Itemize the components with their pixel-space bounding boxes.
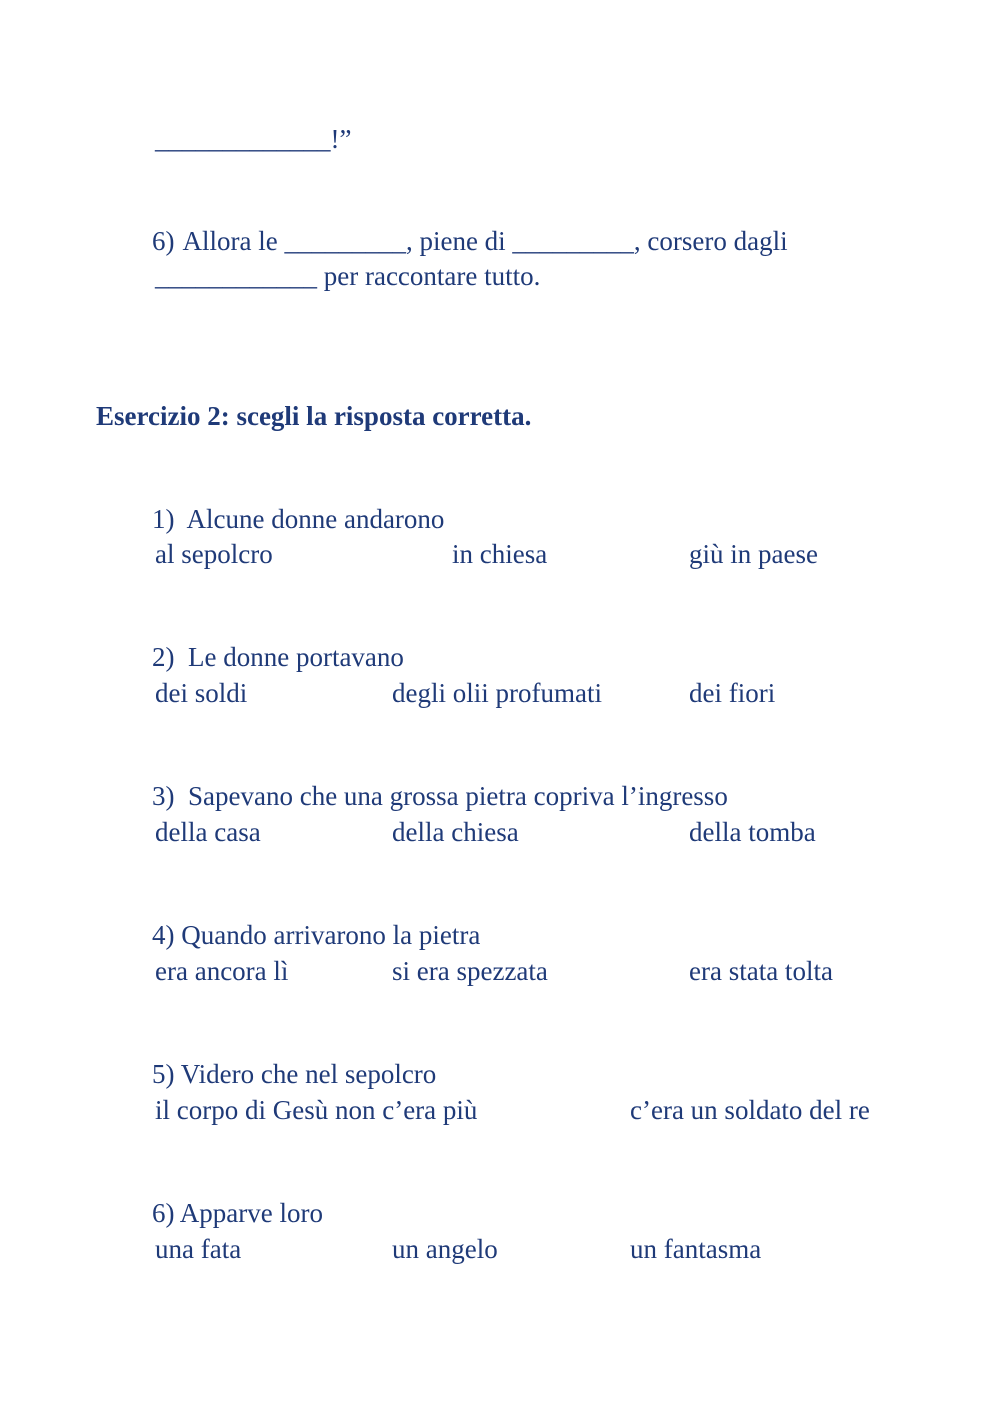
question-number: 2) <box>152 642 175 672</box>
answer-option[interactable]: giù in paese <box>689 539 818 569</box>
exercise1-item6-continuation: ____________ per raccontare tutto. <box>155 261 541 291</box>
answer-option[interactable]: della chiesa <box>392 817 519 847</box>
answer-option[interactable]: c’era un soldato del re <box>630 1095 870 1125</box>
exercise2-heading: Esercizio 2: scegli la risposta corretta. <box>96 401 532 431</box>
question-text: Le donne portavano <box>188 642 404 672</box>
question-text: Sapevano che una grossa pietra copriva l’ingresso <box>188 781 728 811</box>
question-number: 3) <box>152 781 175 811</box>
question-text: Videro che nel sepolcro <box>180 1059 437 1089</box>
answer-option[interactable]: un angelo <box>392 1234 498 1264</box>
question-number: 5) <box>152 1059 175 1089</box>
answer-option[interactable]: della tomba <box>689 817 816 847</box>
answer-option[interactable]: un fantasma <box>630 1234 762 1264</box>
answer-option[interactable]: dei fiori <box>689 678 776 708</box>
item-number: 6) <box>152 226 175 256</box>
question-text: Apparve loro <box>179 1198 323 1228</box>
exercise1-item5-continuation: _____________!” <box>155 124 352 154</box>
answer-option[interactable]: degli olii profumati <box>392 678 602 708</box>
question-text: Quando arrivarono la pietra <box>181 920 481 950</box>
answer-option[interactable]: in chiesa <box>452 539 548 569</box>
answer-option[interactable]: si era spezzata <box>392 956 548 986</box>
answer-option[interactable]: dei soldi <box>155 678 248 708</box>
answer-option[interactable]: era stata tolta <box>689 956 833 986</box>
item-text: Allora le _________, piene di _________, corsero dagli <box>182 226 788 256</box>
answer-option[interactable]: una fata <box>155 1234 242 1264</box>
answer-option[interactable]: al sepolcro <box>155 539 273 569</box>
question-number: 4) <box>152 920 175 950</box>
answer-option[interactable]: il corpo di Gesù non c’era più <box>155 1095 478 1125</box>
question-number: 6) <box>152 1198 175 1228</box>
answer-option[interactable]: era ancora lì <box>155 956 289 986</box>
answer-option[interactable]: della casa <box>155 817 261 847</box>
question-number: 1) <box>152 504 175 534</box>
question-text: Alcune donne andarono <box>186 504 445 534</box>
